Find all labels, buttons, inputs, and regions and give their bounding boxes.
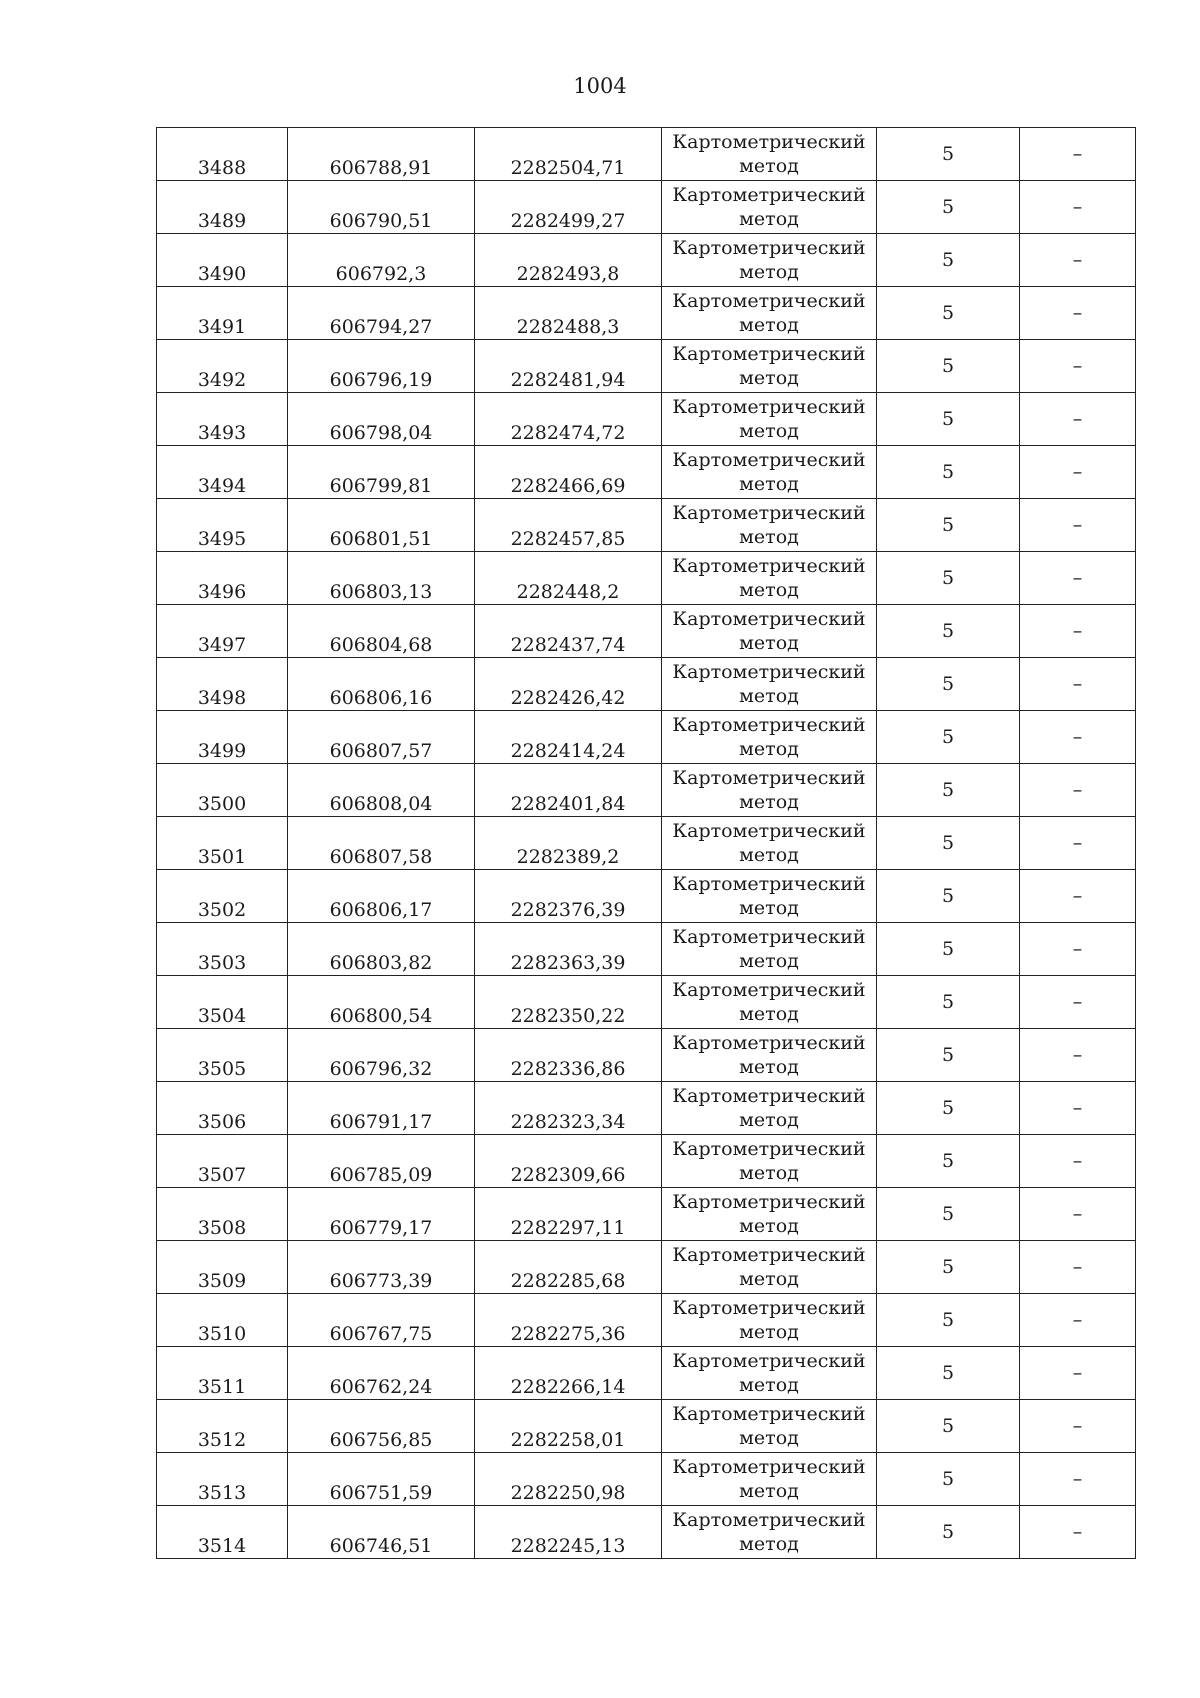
point-number-cell: 3488 <box>157 128 288 181</box>
note-cell: – <box>1020 976 1136 1029</box>
point-number-cell: 3507 <box>157 1135 288 1188</box>
point-number-cell: 3503 <box>157 923 288 976</box>
method-cell <box>662 446 877 499</box>
note-cell: – <box>1020 552 1136 605</box>
note-cell: – <box>1020 446 1136 499</box>
x-coordinate-cell: 606794,27 <box>288 287 475 340</box>
method-line-2: метод <box>739 1268 799 1290</box>
note-cell: – <box>1020 1029 1136 1082</box>
method-line-2: метод <box>739 526 799 548</box>
method-line-1: Картометрический <box>672 1456 866 1478</box>
point-number-cell: 3513 <box>157 1453 288 1506</box>
x-coordinate-cell: 606756,85 <box>288 1400 475 1453</box>
method-line-2: метод <box>739 367 799 389</box>
y-coordinate-cell: 2282376,39 <box>475 870 662 923</box>
point-number-cell: 3509 <box>157 1241 288 1294</box>
y-coordinate-cell: 2282363,39 <box>475 923 662 976</box>
table-row <box>157 1029 1136 1082</box>
accuracy-cell: 5 <box>877 1082 1020 1135</box>
x-coordinate-cell: 606779,17 <box>288 1188 475 1241</box>
table-row <box>157 764 1136 817</box>
y-coordinate-cell: 2282258,01 <box>475 1400 662 1453</box>
accuracy-cell: 5 <box>877 1347 1020 1400</box>
method-line-1: Картометрический <box>672 237 866 259</box>
method-line-1: Картометрический <box>672 502 866 524</box>
table-row <box>157 128 1136 181</box>
table-row <box>157 1294 1136 1347</box>
method-line-1: Картометрический <box>672 184 866 206</box>
note-cell: – <box>1020 764 1136 817</box>
method-line-1: Картометрический <box>672 767 866 789</box>
method-cell <box>662 552 877 605</box>
x-coordinate-cell: 606773,39 <box>288 1241 475 1294</box>
method-line-1: Картометрический <box>672 1509 866 1531</box>
method-line-1: Картометрический <box>672 1138 866 1160</box>
note-cell: – <box>1020 340 1136 393</box>
y-coordinate-cell: 2282285,68 <box>475 1241 662 1294</box>
y-coordinate-cell: 2282275,36 <box>475 1294 662 1347</box>
y-coordinate-cell: 2282481,94 <box>475 340 662 393</box>
accuracy-cell: 5 <box>877 499 1020 552</box>
accuracy-cell: 5 <box>877 1294 1020 1347</box>
method-cell <box>662 711 877 764</box>
y-coordinate-cell: 2282389,2 <box>475 817 662 870</box>
accuracy-cell: 5 <box>877 287 1020 340</box>
note-cell: – <box>1020 1135 1136 1188</box>
point-number-cell: 3505 <box>157 1029 288 1082</box>
table-row <box>157 446 1136 499</box>
point-number-cell: 3502 <box>157 870 288 923</box>
y-coordinate-cell: 2282245,13 <box>475 1506 662 1559</box>
method-cell <box>662 1241 877 1294</box>
method-cell <box>662 1135 877 1188</box>
point-number-cell: 3499 <box>157 711 288 764</box>
point-number-cell: 3500 <box>157 764 288 817</box>
table-row <box>157 499 1136 552</box>
x-coordinate-cell: 606806,17 <box>288 870 475 923</box>
y-coordinate-cell: 2282401,84 <box>475 764 662 817</box>
method-line-1: Картометрический <box>672 290 866 312</box>
accuracy-cell: 5 <box>877 1135 1020 1188</box>
note-cell: – <box>1020 1453 1136 1506</box>
accuracy-cell: 5 <box>877 234 1020 287</box>
method-cell <box>662 287 877 340</box>
point-number-cell: 3498 <box>157 658 288 711</box>
method-line-1: Картометрический <box>672 343 866 365</box>
accuracy-cell: 5 <box>877 393 1020 446</box>
method-line-1: Картометрический <box>672 1403 866 1425</box>
note-cell: – <box>1020 1188 1136 1241</box>
method-line-1: Картометрический <box>672 449 866 471</box>
note-cell: – <box>1020 1082 1136 1135</box>
method-line-1: Картометрический <box>672 926 866 948</box>
y-coordinate-cell: 2282504,71 <box>475 128 662 181</box>
method-cell <box>662 1400 877 1453</box>
note-cell: – <box>1020 711 1136 764</box>
table-row <box>157 1506 1136 1559</box>
y-coordinate-cell: 2282309,66 <box>475 1135 662 1188</box>
accuracy-cell: 5 <box>877 1506 1020 1559</box>
table-row <box>157 817 1136 870</box>
note-cell: – <box>1020 181 1136 234</box>
x-coordinate-cell: 606790,51 <box>288 181 475 234</box>
note-cell: – <box>1020 393 1136 446</box>
point-number-cell: 3497 <box>157 605 288 658</box>
method-cell <box>662 1453 877 1506</box>
method-line-2: метод <box>739 950 799 972</box>
table-row <box>157 1135 1136 1188</box>
method-line-1: Картометрический <box>672 1244 866 1266</box>
method-line-2: метод <box>739 1480 799 1502</box>
x-coordinate-cell: 606791,17 <box>288 1082 475 1135</box>
method-line-2: метод <box>739 1374 799 1396</box>
x-coordinate-cell: 606800,54 <box>288 976 475 1029</box>
y-coordinate-cell: 2282266,14 <box>475 1347 662 1400</box>
y-coordinate-cell: 2282437,74 <box>475 605 662 658</box>
method-line-2: метод <box>739 791 799 813</box>
note-cell: – <box>1020 923 1136 976</box>
method-line-2: метод <box>739 314 799 336</box>
accuracy-cell: 5 <box>877 1453 1020 1506</box>
accuracy-cell: 5 <box>877 128 1020 181</box>
method-line-2: метод <box>739 261 799 283</box>
y-coordinate-cell: 2282250,98 <box>475 1453 662 1506</box>
accuracy-cell: 5 <box>877 1029 1020 1082</box>
x-coordinate-cell: 606801,51 <box>288 499 475 552</box>
table-row <box>157 340 1136 393</box>
table-row <box>157 234 1136 287</box>
point-number-cell: 3512 <box>157 1400 288 1453</box>
method-line-1: Картометрический <box>672 1191 866 1213</box>
point-number-cell: 3490 <box>157 234 288 287</box>
accuracy-cell: 5 <box>877 711 1020 764</box>
method-line-2: метод <box>739 1321 799 1343</box>
method-line-1: Картометрический <box>672 979 866 1001</box>
method-line-2: метод <box>739 632 799 654</box>
method-cell <box>662 923 877 976</box>
accuracy-cell: 5 <box>877 764 1020 817</box>
y-coordinate-cell: 2282466,69 <box>475 446 662 499</box>
method-cell <box>662 1188 877 1241</box>
table-row <box>157 552 1136 605</box>
method-line-1: Картометрический <box>672 608 866 630</box>
table-row <box>157 1400 1136 1453</box>
accuracy-cell: 5 <box>877 817 1020 870</box>
table-body <box>157 128 1136 1559</box>
note-cell: – <box>1020 817 1136 870</box>
x-coordinate-cell: 606803,82 <box>288 923 475 976</box>
accuracy-cell: 5 <box>877 870 1020 923</box>
method-line-1: Картометрический <box>672 820 866 842</box>
note-cell: – <box>1020 605 1136 658</box>
method-cell <box>662 499 877 552</box>
method-line-1: Картометрический <box>672 1350 866 1372</box>
x-coordinate-cell: 606788,91 <box>288 128 475 181</box>
method-line-1: Картометрический <box>672 1032 866 1054</box>
method-line-1: Картометрический <box>672 1085 866 1107</box>
method-line-2: метод <box>739 1215 799 1237</box>
method-line-2: метод <box>739 1109 799 1131</box>
x-coordinate-cell: 606751,59 <box>288 1453 475 1506</box>
table-row <box>157 923 1136 976</box>
y-coordinate-cell: 2282336,86 <box>475 1029 662 1082</box>
table-row <box>157 1347 1136 1400</box>
note-cell: – <box>1020 1294 1136 1347</box>
method-cell <box>662 1347 877 1400</box>
table-row <box>157 605 1136 658</box>
method-line-2: метод <box>739 420 799 442</box>
method-line-2: метод <box>739 685 799 707</box>
note-cell: – <box>1020 1241 1136 1294</box>
note-cell: – <box>1020 234 1136 287</box>
method-line-1: Картометрический <box>672 714 866 736</box>
method-line-2: метод <box>739 738 799 760</box>
x-coordinate-cell: 606796,32 <box>288 1029 475 1082</box>
x-coordinate-cell: 606804,68 <box>288 605 475 658</box>
accuracy-cell: 5 <box>877 976 1020 1029</box>
method-line-2: метод <box>739 579 799 601</box>
method-cell <box>662 234 877 287</box>
note-cell: – <box>1020 1400 1136 1453</box>
method-line-2: метод <box>739 1003 799 1025</box>
table-row <box>157 1453 1136 1506</box>
method-cell <box>662 1506 877 1559</box>
method-line-1: Картометрический <box>672 555 866 577</box>
method-line-2: метод <box>739 1427 799 1449</box>
note-cell: – <box>1020 1506 1136 1559</box>
table-row <box>157 393 1136 446</box>
accuracy-cell: 5 <box>877 446 1020 499</box>
point-number-cell: 3510 <box>157 1294 288 1347</box>
note-cell: – <box>1020 1347 1136 1400</box>
table-row <box>157 976 1136 1029</box>
accuracy-cell: 5 <box>877 605 1020 658</box>
point-number-cell: 3514 <box>157 1506 288 1559</box>
point-number-cell: 3511 <box>157 1347 288 1400</box>
y-coordinate-cell: 2282499,27 <box>475 181 662 234</box>
method-line-1: Картометрический <box>672 131 866 153</box>
method-cell <box>662 817 877 870</box>
method-line-2: метод <box>739 1162 799 1184</box>
y-coordinate-cell: 2282297,11 <box>475 1188 662 1241</box>
point-number-cell: 3504 <box>157 976 288 1029</box>
method-cell <box>662 1029 877 1082</box>
method-line-1: Картометрический <box>672 1297 866 1319</box>
note-cell: – <box>1020 870 1136 923</box>
point-number-cell: 3494 <box>157 446 288 499</box>
accuracy-cell: 5 <box>877 552 1020 605</box>
x-coordinate-cell: 606807,57 <box>288 711 475 764</box>
x-coordinate-cell: 606792,3 <box>288 234 475 287</box>
method-cell <box>662 181 877 234</box>
x-coordinate-cell: 606796,19 <box>288 340 475 393</box>
method-line-2: метод <box>739 897 799 919</box>
table-row <box>157 1082 1136 1135</box>
x-coordinate-cell: 606762,24 <box>288 1347 475 1400</box>
accuracy-cell: 5 <box>877 1188 1020 1241</box>
y-coordinate-cell: 2282414,24 <box>475 711 662 764</box>
point-number-cell: 3496 <box>157 552 288 605</box>
table-row <box>157 181 1136 234</box>
x-coordinate-cell: 606808,04 <box>288 764 475 817</box>
point-number-cell: 3489 <box>157 181 288 234</box>
method-cell <box>662 340 877 393</box>
point-number-cell: 3493 <box>157 393 288 446</box>
point-number-cell: 3495 <box>157 499 288 552</box>
x-coordinate-cell: 606803,13 <box>288 552 475 605</box>
page-number: 1004 <box>573 74 627 98</box>
y-coordinate-cell: 2282323,34 <box>475 1082 662 1135</box>
y-coordinate-cell: 2282493,8 <box>475 234 662 287</box>
table-row <box>157 287 1136 340</box>
y-coordinate-cell: 2282457,85 <box>475 499 662 552</box>
accuracy-cell: 5 <box>877 181 1020 234</box>
method-cell <box>662 658 877 711</box>
x-coordinate-cell: 606806,16 <box>288 658 475 711</box>
x-coordinate-cell: 606798,04 <box>288 393 475 446</box>
method-line-1: Картометрический <box>672 661 866 683</box>
method-cell <box>662 976 877 1029</box>
method-line-2: метод <box>739 844 799 866</box>
x-coordinate-cell: 606807,58 <box>288 817 475 870</box>
method-line-2: метод <box>739 155 799 177</box>
method-cell <box>662 764 877 817</box>
point-number-cell: 3491 <box>157 287 288 340</box>
method-cell <box>662 1082 877 1135</box>
y-coordinate-cell: 2282474,72 <box>475 393 662 446</box>
method-cell <box>662 1294 877 1347</box>
note-cell: – <box>1020 499 1136 552</box>
method-cell <box>662 870 877 923</box>
method-line-2: метод <box>739 208 799 230</box>
method-cell <box>662 393 877 446</box>
point-number-cell: 3501 <box>157 817 288 870</box>
accuracy-cell: 5 <box>877 340 1020 393</box>
accuracy-cell: 5 <box>877 658 1020 711</box>
note-cell: – <box>1020 128 1136 181</box>
point-number-cell: 3506 <box>157 1082 288 1135</box>
coordinates-table <box>156 127 1136 1559</box>
method-line-2: метод <box>739 1533 799 1555</box>
x-coordinate-cell: 606799,81 <box>288 446 475 499</box>
accuracy-cell: 5 <box>877 1400 1020 1453</box>
x-coordinate-cell: 606785,09 <box>288 1135 475 1188</box>
y-coordinate-cell: 2282350,22 <box>475 976 662 1029</box>
point-number-cell: 3508 <box>157 1188 288 1241</box>
table-row <box>157 1241 1136 1294</box>
table-row <box>157 711 1136 764</box>
table-row <box>157 658 1136 711</box>
note-cell: – <box>1020 658 1136 711</box>
method-cell <box>662 128 877 181</box>
point-number-cell: 3492 <box>157 340 288 393</box>
accuracy-cell: 5 <box>877 923 1020 976</box>
table-row <box>157 870 1136 923</box>
table-row <box>157 1188 1136 1241</box>
method-line-2: метод <box>739 473 799 495</box>
method-line-1: Картометрический <box>672 873 866 895</box>
x-coordinate-cell: 606746,51 <box>288 1506 475 1559</box>
method-line-1: Картометрический <box>672 396 866 418</box>
y-coordinate-cell: 2282448,2 <box>475 552 662 605</box>
x-coordinate-cell: 606767,75 <box>288 1294 475 1347</box>
method-cell <box>662 605 877 658</box>
y-coordinate-cell: 2282488,3 <box>475 287 662 340</box>
accuracy-cell: 5 <box>877 1241 1020 1294</box>
note-cell: – <box>1020 287 1136 340</box>
y-coordinate-cell: 2282426,42 <box>475 658 662 711</box>
method-line-2: метод <box>739 1056 799 1078</box>
